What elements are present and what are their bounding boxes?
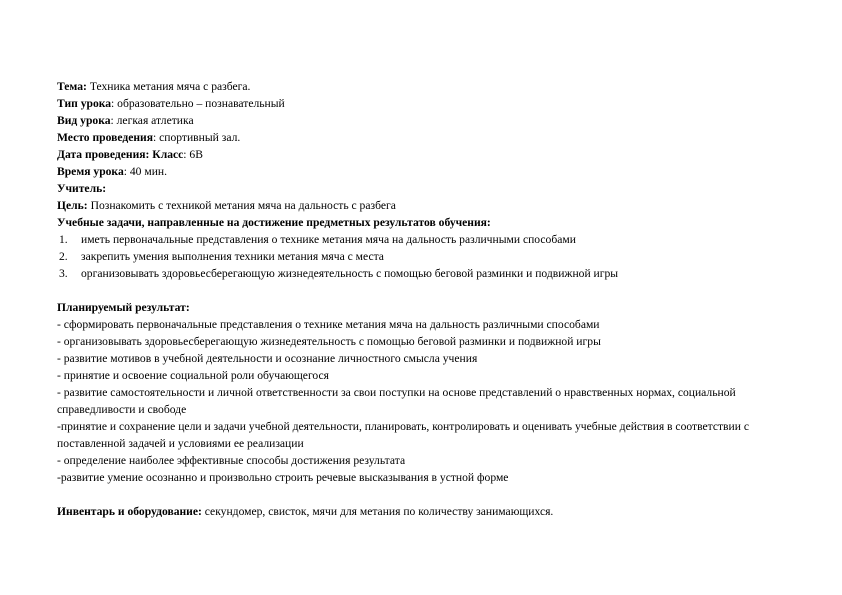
- spacer: [57, 486, 797, 503]
- lesson-kind-label: Вид урока: [57, 114, 111, 127]
- list-item: [57, 265, 797, 282]
- result-item: - определение наиболее эффективные способы достижения результата: [57, 454, 406, 467]
- tasks-heading: Учебные задачи, направленные на достижение предметных результатов обучения:: [57, 216, 491, 229]
- date-class-value: : 6В: [183, 148, 203, 161]
- tasks-list: [57, 231, 797, 282]
- place-label: Место проведения: [57, 131, 153, 144]
- place-value: : спортивный зал.: [153, 131, 241, 144]
- list-item-number: 2.: [59, 250, 68, 263]
- results-heading: Планируемый результат:: [57, 301, 190, 314]
- spacer: [57, 282, 797, 299]
- equipment-line: [57, 503, 797, 520]
- result-item: -развитие умение осознанно и произвольно строить речевые высказывания в устной форме: [57, 471, 509, 484]
- result-item: -принятие и сохранение цели и задачи учебной деятельности, планировать, контролировать и оценивать учебные действия в соответствии с поставленной задачей и условиями ее реализации: [57, 420, 749, 450]
- result-item: - развитие самостоятельности и личной ответственности за свои поступки на основе представлений о нравственных нормах, социальной справедливости и свободе: [57, 386, 736, 416]
- lesson-type-value: : образовательно – познавательный: [111, 97, 285, 110]
- time-line: [57, 163, 797, 180]
- list-item-text: закрепить умения выполнения техники метания мяча с места: [81, 250, 384, 263]
- topic-line: [57, 78, 797, 95]
- time-value: : 40 мин.: [123, 165, 168, 178]
- goal-line: [57, 197, 797, 214]
- equipment-label: Инвентарь и оборудование:: [57, 505, 202, 518]
- lesson-type-line: [57, 95, 797, 112]
- teacher-label: Учитель:: [57, 182, 107, 195]
- result-item: - развитие мотивов в учебной деятельности и осознание личностного смысла учения: [57, 352, 478, 365]
- list-item: [57, 231, 797, 248]
- lesson-kind-line: [57, 112, 797, 129]
- list-item-number: 1.: [59, 233, 68, 246]
- date-class-line: [57, 146, 797, 163]
- goal-value: Познакомить с техникой метания мяча на дальность с разбега: [87, 199, 396, 212]
- result-item: - организовывать здоровьесберегающую жизнедеятельность с помощью беговой разминки и подвижной игры: [57, 335, 601, 348]
- date-class-label: Дата проведения: Класс: [57, 148, 184, 161]
- time-label: Время урока: [57, 165, 124, 178]
- lesson-type-label: Тип урока: [57, 97, 112, 110]
- lesson-kind-value: : легкая атлетика: [110, 114, 194, 127]
- topic-value: Техника метания мяча с разбега.: [86, 80, 251, 93]
- result-item: - принятие и освоение социальной роли обучающегося: [57, 369, 329, 382]
- teacher-line: [57, 180, 797, 197]
- place-line: [57, 129, 797, 146]
- topic-label: Тема:: [57, 80, 87, 93]
- list-item: [57, 248, 797, 265]
- list-item-number: 3.: [59, 267, 68, 280]
- lesson-plan: [57, 78, 797, 520]
- result-item: - сформировать первоначальные представления о технике метания мяча на дальность различными способами: [57, 318, 600, 331]
- list-item-text: иметь первоначальные представления о технике метания мяча на дальность различными способами: [81, 233, 576, 246]
- equipment-value: секундомер, свисток, мячи для метания по количеству занимающихся.: [201, 505, 554, 518]
- list-item-text: организовывать здоровьесберегающую жизнедеятельность с помощью беговой разминки и подвижной игры: [81, 267, 619, 280]
- goal-label: Цель:: [57, 199, 88, 212]
